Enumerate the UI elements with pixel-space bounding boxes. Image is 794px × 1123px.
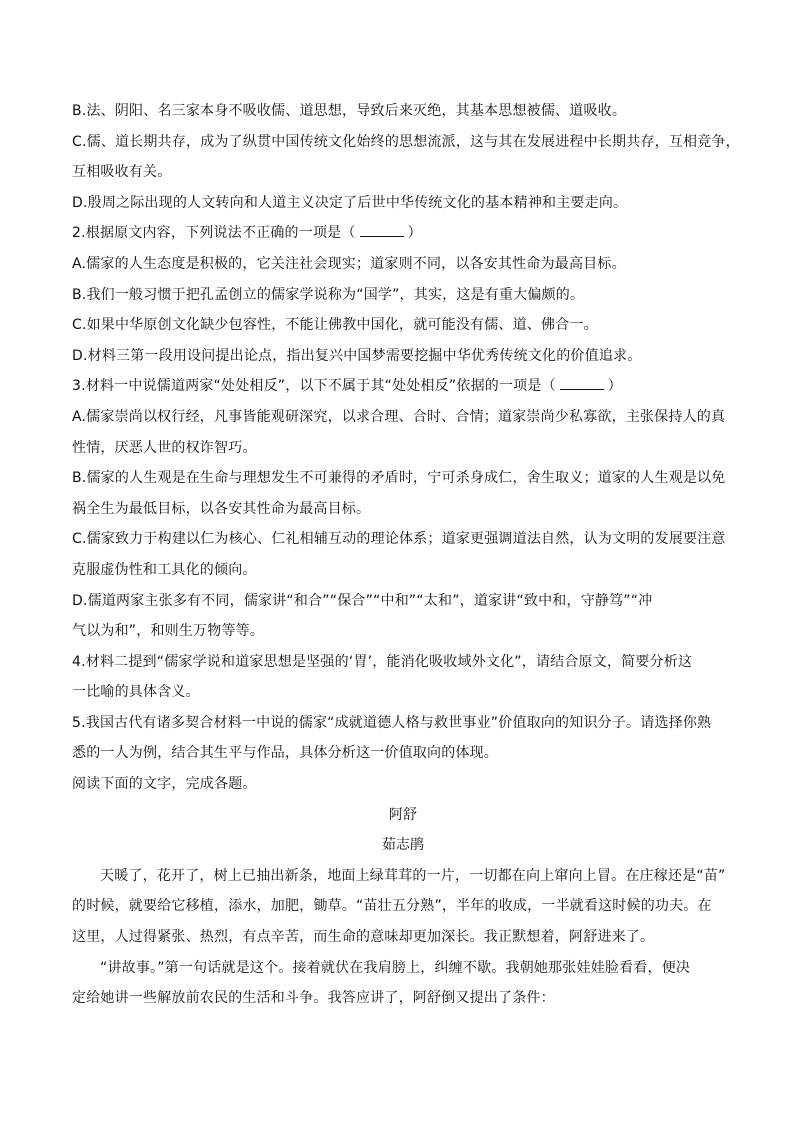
question-2-option-b: B.我们一般习惯于把孔孟创立的儒家学说称为“国学”，其实，这是有重大偏颇的。 xyxy=(72,286,585,303)
question-3-option-a-line2: 性情，厌恶人世的权诈智巧。 xyxy=(72,439,257,456)
question-4-line2: 一比喻的具体含义。 xyxy=(72,684,200,701)
question-2-option-a: A.儒家的人生态度是积极的，它关注社会现实；道家则不同，以各安其性命为最高目标。 xyxy=(72,255,626,272)
article-paragraph-1-line2: 的时候，就要给它移植，添水，加肥，锄草。“苗壮五分熟”，半年的收成，一半就看这时候的功夫。在 xyxy=(72,898,712,915)
answer-blank xyxy=(360,224,404,237)
answer-blank xyxy=(560,377,604,390)
article-paragraph-1-line1: 天暖了，花开了，树上已抽出新条，地面上绿茸茸的一片，一切都在向上窜向上冒。在庄稼还是“苗” xyxy=(100,867,726,884)
question-3-option-b-line1: B.儒家的人生观是在生命与理想发生不可兼得的矛盾时，宁可杀身成仁，舍生取义；道家的人生观是以免 xyxy=(72,470,726,487)
option-c-text-line2: 互相吸收有关。 xyxy=(72,164,172,181)
question-2-close: ） xyxy=(407,225,422,242)
question-3-option-d-line2: 气以为和”，和则生万物等等。 xyxy=(72,623,265,640)
article-author: 茹志鹃 xyxy=(381,837,425,854)
question-3 xyxy=(72,371,734,402)
question-3-option-b-line2: 祸全生为最低目标，以各安其性命为最高目标。 xyxy=(72,500,371,517)
article-paragraph-1-line3: 这里，人过得紧张、热烈，有点辛苦，而生命的意味却更加深长。我正默想着，阿舒进来了。 xyxy=(72,929,655,946)
question-2-option-c: C.如果中华原创文化缺少包容性，不能让佛教中国化，就可能没有儒、道、佛合一。 xyxy=(72,317,598,334)
option-d-text: D.殷周之际出现的人文转向和人道主义决定了后世中华传统文化的基本精神和主要走向。 xyxy=(72,194,628,211)
article-paragraph-2-line2: 定给她讲一些解放前农民的生活和斗争。我答应讲了，阿舒倒又提出了条件： xyxy=(72,990,555,1007)
question-3-close: ） xyxy=(607,378,622,395)
question-3-option-d-line1: D.儒道两家主张多有不同，儒家讲“和合”“保合”“中和”“太和”，道家讲“致中和，守静笃”“冲 xyxy=(72,592,653,609)
question-3-stem: 3.材料一中说儒道两家“处处相反”，以下不属于其“处处相反”依据的一项是（ xyxy=(72,378,556,395)
question-3-option-c-line1: C.儒家致力于构建以仁为核心、仁礼相辅互动的理论体系；道家更强调道法自然，认为文明的发展要注意 xyxy=(72,531,726,548)
article-paragraph-2-line1: “讲故事。”第一句话就是这个。接着就伏在我肩膀上，纠缠不歇。我朝她那张娃娃脸看看，便决 xyxy=(100,959,691,976)
article-title: 阿舒 xyxy=(388,806,418,823)
question-3-option-c-line2: 克服虚伪性和工具化的倾向。 xyxy=(72,561,257,578)
reading-instruction: 阅读下面的文字，完成各题。 xyxy=(72,776,257,793)
question-5-line2: 悉的一人为例，结合其生平与作品，具体分析这一价值取向的体现。 xyxy=(72,745,498,762)
document-page xyxy=(72,96,740,1014)
question-2 xyxy=(72,218,734,249)
question-4-line1: 4.材料二提到“儒家学说和道家思想是坚强的‘胃’，能消化吸收域外文化”，请结合原文，简要分析这 xyxy=(72,653,693,670)
question-3-option-a-line1: A.儒家崇尚以权行经，凡事皆能观研深究，以求合理、合时、合情；道家崇尚少私寡欲，主张保持人的真 xyxy=(72,408,726,425)
question-2-option-d: D.材料三第一段用设问提出论点，指出复兴中国梦需要挖掘中华优秀传统文化的价值追求。 xyxy=(72,347,642,364)
question-2-stem: 2.根据原文内容，下列说法不正确的一项是（ xyxy=(72,225,356,242)
option-b-text: B.法、阴阳、名三家本身不吸收儒、道思想，导致后来灭绝，其基本思想被儒、道吸收。 xyxy=(72,103,627,119)
question-5-line1: 5.我国古代有诸多契合材料一中说的儒家“成就道德人格与救世事业”价值取向的知识分子。请选择你熟 xyxy=(72,714,712,731)
option-c-text-line1: C.儒、道长期共存，成为了纵贯中国传统文化始终的思想流派，这与其在发展进程中长期共存，互相竞争， xyxy=(72,133,740,150)
